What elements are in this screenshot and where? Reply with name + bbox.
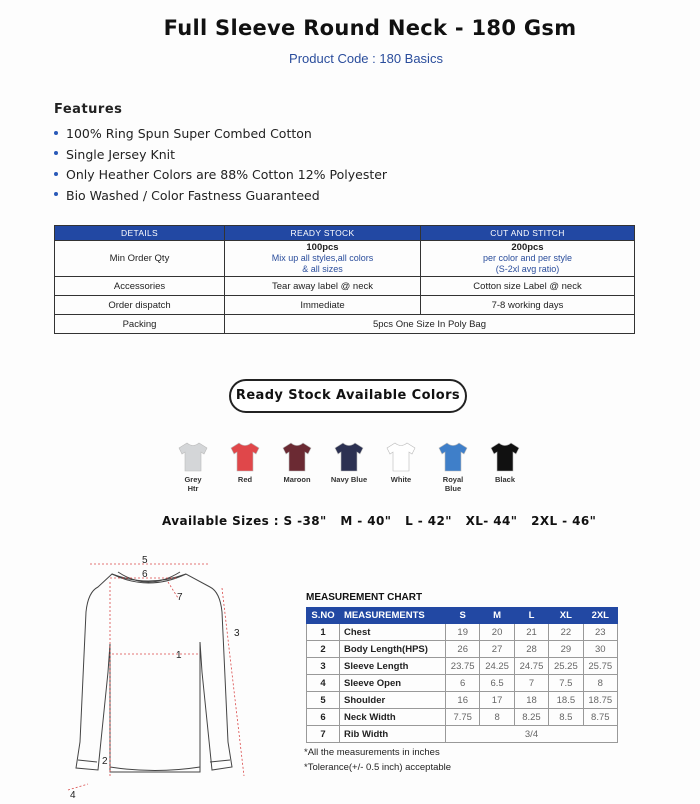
color-swatch[interactable]: Navy Blue: [332, 442, 366, 484]
diagram-label: 3: [234, 628, 240, 639]
header-details: DETAILS: [55, 226, 225, 241]
color-swatch[interactable]: Red: [228, 442, 262, 484]
features-heading: Features: [54, 102, 123, 117]
table-row: Accessories Tear away label @ neck Cotton size Label @ neck: [55, 277, 635, 296]
table-row: 5 Shoulder 16 17 18 18.5 18.75: [307, 692, 618, 709]
header-cut-stitch: CUT AND STITCH: [421, 226, 635, 241]
table-row: 3 Sleeve Length 23.75 24.25 24.75 25.25 25.75: [307, 658, 618, 675]
tshirt-icon: [489, 442, 521, 472]
color-swatch[interactable]: Royal Blue: [436, 442, 470, 493]
diagram-label: 5: [142, 555, 148, 566]
color-swatch[interactable]: Maroon: [280, 442, 314, 484]
min-order-cut: 200pcs per color and per style (S-2xl avg ratio): [421, 241, 635, 277]
table-row: [55, 241, 635, 277]
table-row: 2 Body Length(HPS) 26 27 28 29 30: [307, 641, 618, 658]
table-row: 7 Rib Width 3/4: [307, 726, 618, 743]
min-order-ready: 100pcs Mix up all styles,all colors & all sizes: [225, 241, 421, 277]
garment-diagram: [50, 552, 260, 802]
diagram-label: 4: [70, 790, 76, 801]
tshirt-icon: [177, 442, 209, 472]
feature-item: Bio Washed / Color Fastness Guaranteed: [54, 186, 387, 207]
feature-item: Single Jersey Knit: [54, 145, 387, 166]
diagram-label: 7: [177, 592, 183, 603]
table-row: Order dispatch Immediate 7-8 working days: [55, 296, 635, 315]
header-ready-stock: READY STOCK: [225, 226, 421, 241]
note: *Tolerance(+/- 0.5 inch) acceptable: [304, 762, 452, 773]
available-sizes: Available Sizes : S -38" M - 40" L - 42" XL- 44" 2XL - 46": [162, 514, 597, 528]
tshirt-icon: [385, 442, 417, 472]
diagram-label: 2: [102, 756, 108, 767]
bullet-icon: [54, 192, 58, 196]
feature-item: 100% Ring Spun Super Combed Cotton: [54, 124, 387, 145]
color-swatch[interactable]: White: [384, 442, 418, 484]
bullet-icon: [54, 172, 58, 176]
details-table: [54, 225, 635, 334]
measurement-table: S.NO MEASUREMENTS S M L XL 2XL 1 Chest 19 20 21 22 23 2 Body Length(HPS) 26 27 28 29 30 3 Sleeve Length 23.75 24.25 24.75 25.25 25.75 4 Sleeve Open 6 6.5 7 7.5 8 5 Shoulder 16 17 18 18.5 18.75 6 Neck Width 7.75 8 8.25 8.5 8.75 7 Rib Width 3/4: [306, 607, 618, 743]
table-row: 1 Chest 19 20 21 22 23: [307, 624, 618, 641]
product-title: Full Sleeve Round Neck - 180 Gsm: [163, 16, 577, 40]
diagram-label: 1: [176, 650, 182, 661]
color-swatch[interactable]: Black: [488, 442, 522, 484]
min-order-label: Min Order Qty: [55, 241, 225, 277]
tshirt-icon: [437, 442, 469, 472]
note: *All the measurements in inches: [304, 747, 440, 758]
bullet-icon: [54, 131, 58, 135]
table-row: 4 Sleeve Open 6 6.5 7 7.5 8: [307, 675, 618, 692]
tshirt-icon: [229, 442, 261, 472]
color-swatch[interactable]: Grey Htr: [176, 442, 210, 493]
table-row: 6 Neck Width 7.75 8 8.25 8.5 8.75: [307, 709, 618, 726]
ready-stock-colors-button[interactable]: Ready Stock Available Colors: [229, 379, 467, 413]
measurement-chart-title: MEASUREMENT CHART: [306, 592, 423, 603]
tshirt-outline: [76, 574, 232, 772]
table-row: Packing 5pcs One Size In Poly Bag: [55, 315, 635, 334]
product-code: Product Code : 180 Basics: [289, 51, 443, 66]
tshirt-icon: [333, 442, 365, 472]
features-list: [54, 124, 387, 206]
diagram-label: 6: [142, 569, 148, 580]
feature-item: Only Heather Colors are 88% Cotton 12% Polyester: [54, 165, 387, 186]
bullet-icon: [54, 151, 58, 155]
tshirt-icon: [281, 442, 313, 472]
